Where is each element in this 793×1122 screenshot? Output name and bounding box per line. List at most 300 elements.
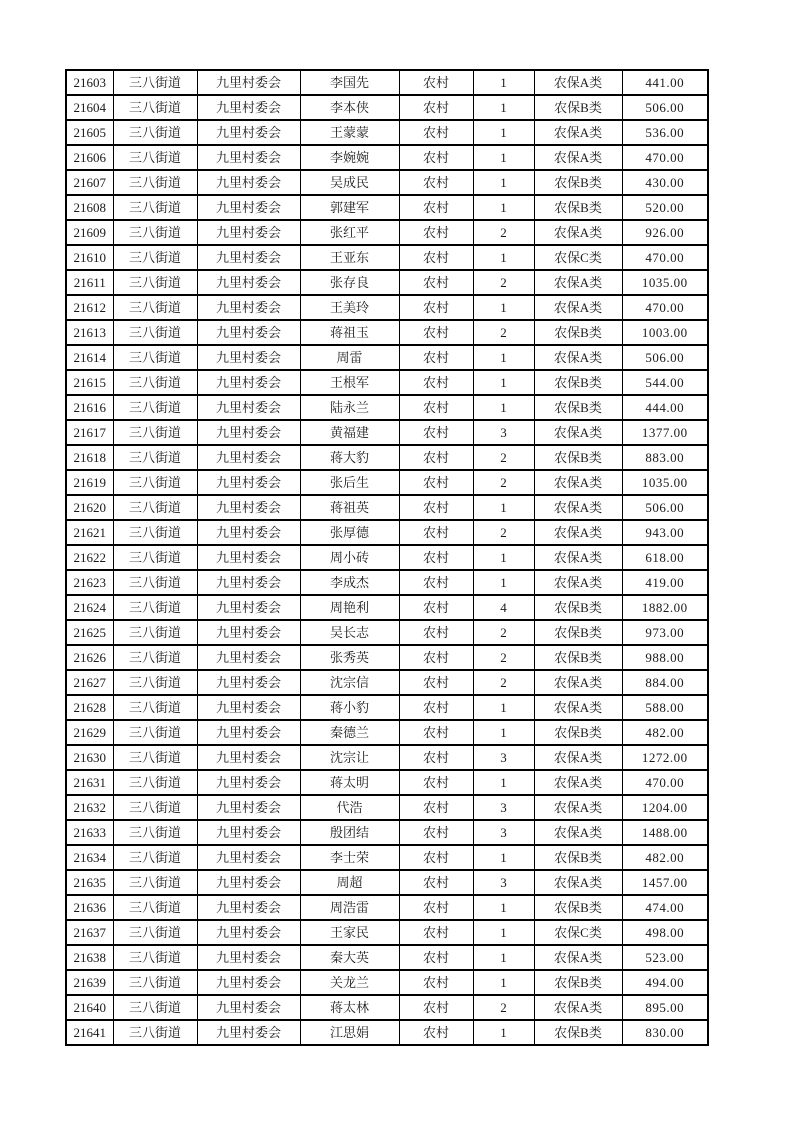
cell-person-count: 1 bbox=[473, 145, 534, 170]
cell-amount: 494.00 bbox=[622, 970, 708, 995]
cell-serial-number: 21624 bbox=[66, 595, 113, 620]
cell-insurance-category: 农保C类 bbox=[534, 920, 622, 945]
cell-amount: 482.00 bbox=[622, 845, 708, 870]
cell-person-name: 关龙兰 bbox=[300, 970, 399, 995]
cell-village-committee: 九里村委会 bbox=[197, 920, 300, 945]
cell-person-count: 2 bbox=[473, 445, 534, 470]
cell-amount: 441.00 bbox=[622, 70, 708, 95]
cell-serial-number: 21639 bbox=[66, 970, 113, 995]
cell-village-committee: 九里村委会 bbox=[197, 220, 300, 245]
cell-village-committee: 九里村委会 bbox=[197, 570, 300, 595]
cell-person-name: 蒋小豹 bbox=[300, 695, 399, 720]
cell-serial-number: 21616 bbox=[66, 395, 113, 420]
cell-person-count: 1 bbox=[473, 495, 534, 520]
cell-amount: 943.00 bbox=[622, 520, 708, 545]
cell-serial-number: 21629 bbox=[66, 720, 113, 745]
cell-person-count: 1 bbox=[473, 170, 534, 195]
table-row bbox=[66, 445, 708, 470]
cell-serial-number: 21615 bbox=[66, 370, 113, 395]
cell-insurance-category: 农保B类 bbox=[534, 445, 622, 470]
cell-person-count: 2 bbox=[473, 995, 534, 1020]
cell-residence-type: 农村 bbox=[399, 345, 473, 370]
cell-insurance-category: 农保B类 bbox=[534, 970, 622, 995]
cell-insurance-category: 农保B类 bbox=[534, 895, 622, 920]
cell-street: 三八街道 bbox=[113, 670, 197, 695]
cell-village-committee: 九里村委会 bbox=[197, 970, 300, 995]
cell-residence-type: 农村 bbox=[399, 995, 473, 1020]
cell-residence-type: 农村 bbox=[399, 120, 473, 145]
cell-village-committee: 九里村委会 bbox=[197, 695, 300, 720]
cell-person-count: 1 bbox=[473, 945, 534, 970]
cell-residence-type: 农村 bbox=[399, 445, 473, 470]
cell-street: 三八街道 bbox=[113, 970, 197, 995]
cell-village-committee: 九里村委会 bbox=[197, 245, 300, 270]
cell-insurance-category: 农保A类 bbox=[534, 545, 622, 570]
cell-insurance-category: 农保A类 bbox=[534, 420, 622, 445]
cell-serial-number: 21612 bbox=[66, 295, 113, 320]
cell-street: 三八街道 bbox=[113, 645, 197, 670]
table-row bbox=[66, 345, 708, 370]
cell-village-committee: 九里村委会 bbox=[197, 670, 300, 695]
cell-person-name: 张存良 bbox=[300, 270, 399, 295]
table-row bbox=[66, 420, 708, 445]
cell-person-name: 蒋祖英 bbox=[300, 495, 399, 520]
cell-person-name: 周浩雷 bbox=[300, 895, 399, 920]
cell-person-name: 江思娟 bbox=[300, 1020, 399, 1045]
cell-village-committee: 九里村委会 bbox=[197, 145, 300, 170]
cell-residence-type: 农村 bbox=[399, 145, 473, 170]
table-row bbox=[66, 995, 708, 1020]
cell-person-count: 1 bbox=[473, 770, 534, 795]
cell-person-name: 吴长志 bbox=[300, 620, 399, 645]
table-row bbox=[66, 795, 708, 820]
cell-insurance-category: 农保A类 bbox=[534, 745, 622, 770]
table-row bbox=[66, 295, 708, 320]
cell-village-committee: 九里村委会 bbox=[197, 620, 300, 645]
table-row bbox=[66, 820, 708, 845]
cell-amount: 419.00 bbox=[622, 570, 708, 595]
cell-street: 三八街道 bbox=[113, 595, 197, 620]
cell-amount: 1003.00 bbox=[622, 320, 708, 345]
cell-serial-number: 21632 bbox=[66, 795, 113, 820]
cell-insurance-category: 农保A类 bbox=[534, 770, 622, 795]
cell-amount: 1204.00 bbox=[622, 795, 708, 820]
cell-person-name: 李成杰 bbox=[300, 570, 399, 595]
cell-person-count: 1 bbox=[473, 195, 534, 220]
table-row bbox=[66, 1020, 708, 1045]
cell-person-name: 黄福建 bbox=[300, 420, 399, 445]
cell-insurance-category: 农保A类 bbox=[534, 120, 622, 145]
cell-person-name: 蒋祖玉 bbox=[300, 320, 399, 345]
cell-street: 三八街道 bbox=[113, 620, 197, 645]
cell-person-count: 1 bbox=[473, 570, 534, 595]
cell-serial-number: 21611 bbox=[66, 270, 113, 295]
table-row bbox=[66, 145, 708, 170]
cell-insurance-category: 农保B类 bbox=[534, 370, 622, 395]
cell-insurance-category: 农保A类 bbox=[534, 570, 622, 595]
cell-serial-number: 21630 bbox=[66, 745, 113, 770]
cell-serial-number: 21621 bbox=[66, 520, 113, 545]
cell-person-name: 李婉婉 bbox=[300, 145, 399, 170]
table-row bbox=[66, 570, 708, 595]
cell-insurance-category: 农保A类 bbox=[534, 870, 622, 895]
table-row bbox=[66, 470, 708, 495]
cell-village-committee: 九里村委会 bbox=[197, 70, 300, 95]
cell-residence-type: 农村 bbox=[399, 170, 473, 195]
cell-serial-number: 21637 bbox=[66, 920, 113, 945]
cell-person-count: 2 bbox=[473, 270, 534, 295]
cell-amount: 895.00 bbox=[622, 995, 708, 1020]
cell-village-committee: 九里村委会 bbox=[197, 345, 300, 370]
cell-residence-type: 农村 bbox=[399, 195, 473, 220]
table-row bbox=[66, 745, 708, 770]
cell-village-committee: 九里村委会 bbox=[197, 945, 300, 970]
table-row bbox=[66, 320, 708, 345]
cell-amount: 506.00 bbox=[622, 495, 708, 520]
table-row bbox=[66, 770, 708, 795]
table-row bbox=[66, 620, 708, 645]
cell-street: 三八街道 bbox=[113, 270, 197, 295]
cell-person-count: 2 bbox=[473, 645, 534, 670]
cell-street: 三八街道 bbox=[113, 545, 197, 570]
cell-village-committee: 九里村委会 bbox=[197, 120, 300, 145]
table-row bbox=[66, 920, 708, 945]
cell-person-name: 李士荣 bbox=[300, 845, 399, 870]
cell-village-committee: 九里村委会 bbox=[197, 370, 300, 395]
cell-village-committee: 九里村委会 bbox=[197, 870, 300, 895]
cell-person-name: 张后生 bbox=[300, 470, 399, 495]
cell-person-name: 李本侠 bbox=[300, 95, 399, 120]
cell-insurance-category: 农保B类 bbox=[534, 95, 622, 120]
cell-residence-type: 农村 bbox=[399, 970, 473, 995]
cell-person-name: 秦大英 bbox=[300, 945, 399, 970]
cell-person-name: 代浩 bbox=[300, 795, 399, 820]
cell-insurance-category: 农保A类 bbox=[534, 145, 622, 170]
cell-amount: 988.00 bbox=[622, 645, 708, 670]
cell-serial-number: 21626 bbox=[66, 645, 113, 670]
cell-village-committee: 九里村委会 bbox=[197, 395, 300, 420]
table-row bbox=[66, 520, 708, 545]
cell-person-count: 1 bbox=[473, 970, 534, 995]
cell-village-committee: 九里村委会 bbox=[197, 595, 300, 620]
cell-insurance-category: 农保B类 bbox=[534, 720, 622, 745]
cell-village-committee: 九里村委会 bbox=[197, 820, 300, 845]
cell-amount: 926.00 bbox=[622, 220, 708, 245]
cell-village-committee: 九里村委会 bbox=[197, 470, 300, 495]
cell-person-name: 李国先 bbox=[300, 70, 399, 95]
cell-person-name: 沈宗信 bbox=[300, 670, 399, 695]
table-row bbox=[66, 120, 708, 145]
cell-serial-number: 21610 bbox=[66, 245, 113, 270]
cell-residence-type: 农村 bbox=[399, 545, 473, 570]
table-row bbox=[66, 645, 708, 670]
cell-person-count: 3 bbox=[473, 420, 534, 445]
cell-residence-type: 农村 bbox=[399, 520, 473, 545]
cell-village-committee: 九里村委会 bbox=[197, 1020, 300, 1045]
cell-amount: 1457.00 bbox=[622, 870, 708, 895]
cell-person-name: 王根军 bbox=[300, 370, 399, 395]
cell-insurance-category: 农保B类 bbox=[534, 620, 622, 645]
cell-person-name: 秦德兰 bbox=[300, 720, 399, 745]
cell-amount: 884.00 bbox=[622, 670, 708, 695]
cell-street: 三八街道 bbox=[113, 445, 197, 470]
cell-person-name: 周超 bbox=[300, 870, 399, 895]
table-row bbox=[66, 970, 708, 995]
cell-person-name: 王美玲 bbox=[300, 295, 399, 320]
cell-person-name: 殷团结 bbox=[300, 820, 399, 845]
cell-person-count: 1 bbox=[473, 370, 534, 395]
cell-residence-type: 农村 bbox=[399, 70, 473, 95]
cell-insurance-category: 农保A类 bbox=[534, 220, 622, 245]
cell-residence-type: 农村 bbox=[399, 395, 473, 420]
cell-insurance-category: 农保A类 bbox=[534, 945, 622, 970]
cell-residence-type: 农村 bbox=[399, 270, 473, 295]
table-row bbox=[66, 195, 708, 220]
cell-village-committee: 九里村委会 bbox=[197, 545, 300, 570]
table-row bbox=[66, 695, 708, 720]
cell-amount: 1488.00 bbox=[622, 820, 708, 845]
cell-village-committee: 九里村委会 bbox=[197, 645, 300, 670]
cell-amount: 830.00 bbox=[622, 1020, 708, 1045]
cell-residence-type: 农村 bbox=[399, 770, 473, 795]
cell-serial-number: 21620 bbox=[66, 495, 113, 520]
cell-amount: 470.00 bbox=[622, 295, 708, 320]
cell-person-count: 3 bbox=[473, 870, 534, 895]
cell-residence-type: 农村 bbox=[399, 220, 473, 245]
cell-person-name: 蒋大豹 bbox=[300, 445, 399, 470]
cell-person-count: 1 bbox=[473, 120, 534, 145]
cell-street: 三八街道 bbox=[113, 345, 197, 370]
cell-street: 三八街道 bbox=[113, 720, 197, 745]
cell-person-name: 王蒙蒙 bbox=[300, 120, 399, 145]
table-body bbox=[66, 70, 708, 1045]
cell-residence-type: 农村 bbox=[399, 595, 473, 620]
cell-residence-type: 农村 bbox=[399, 795, 473, 820]
cell-person-name: 张秀英 bbox=[300, 645, 399, 670]
cell-street: 三八街道 bbox=[113, 1020, 197, 1045]
table-row bbox=[66, 395, 708, 420]
cell-person-name: 吴成民 bbox=[300, 170, 399, 195]
cell-insurance-category: 农保A类 bbox=[534, 520, 622, 545]
cell-amount: 618.00 bbox=[622, 545, 708, 570]
cell-street: 三八街道 bbox=[113, 995, 197, 1020]
cell-village-committee: 九里村委会 bbox=[197, 495, 300, 520]
cell-insurance-category: 农保A类 bbox=[534, 995, 622, 1020]
cell-residence-type: 农村 bbox=[399, 320, 473, 345]
cell-serial-number: 21628 bbox=[66, 695, 113, 720]
cell-person-count: 4 bbox=[473, 595, 534, 620]
cell-person-count: 2 bbox=[473, 470, 534, 495]
cell-person-count: 2 bbox=[473, 220, 534, 245]
cell-street: 三八街道 bbox=[113, 495, 197, 520]
cell-residence-type: 农村 bbox=[399, 570, 473, 595]
cell-serial-number: 21635 bbox=[66, 870, 113, 895]
cell-person-count: 2 bbox=[473, 520, 534, 545]
cell-person-name: 蒋太明 bbox=[300, 770, 399, 795]
cell-residence-type: 农村 bbox=[399, 695, 473, 720]
cell-residence-type: 农村 bbox=[399, 645, 473, 670]
cell-person-count: 1 bbox=[473, 895, 534, 920]
cell-residence-type: 农村 bbox=[399, 945, 473, 970]
cell-person-count: 1 bbox=[473, 720, 534, 745]
cell-residence-type: 农村 bbox=[399, 820, 473, 845]
cell-serial-number: 21631 bbox=[66, 770, 113, 795]
cell-amount: 482.00 bbox=[622, 720, 708, 745]
cell-person-count: 1 bbox=[473, 70, 534, 95]
cell-street: 三八街道 bbox=[113, 370, 197, 395]
cell-residence-type: 农村 bbox=[399, 895, 473, 920]
cell-amount: 1272.00 bbox=[622, 745, 708, 770]
cell-serial-number: 21618 bbox=[66, 445, 113, 470]
table-row bbox=[66, 170, 708, 195]
cell-insurance-category: 农保B类 bbox=[534, 395, 622, 420]
cell-person-name: 蒋太林 bbox=[300, 995, 399, 1020]
cell-serial-number: 21625 bbox=[66, 620, 113, 645]
table-row bbox=[66, 220, 708, 245]
cell-person-name: 张厚德 bbox=[300, 520, 399, 545]
cell-village-committee: 九里村委会 bbox=[197, 795, 300, 820]
cell-serial-number: 21605 bbox=[66, 120, 113, 145]
cell-street: 三八街道 bbox=[113, 295, 197, 320]
cell-amount: 474.00 bbox=[622, 895, 708, 920]
table-row bbox=[66, 70, 708, 95]
table-row bbox=[66, 370, 708, 395]
cell-amount: 498.00 bbox=[622, 920, 708, 945]
cell-serial-number: 21603 bbox=[66, 70, 113, 95]
cell-insurance-category: 农保B类 bbox=[534, 645, 622, 670]
cell-serial-number: 21623 bbox=[66, 570, 113, 595]
cell-serial-number: 21613 bbox=[66, 320, 113, 345]
cell-serial-number: 21636 bbox=[66, 895, 113, 920]
cell-amount: 520.00 bbox=[622, 195, 708, 220]
cell-amount: 536.00 bbox=[622, 120, 708, 145]
cell-village-committee: 九里村委会 bbox=[197, 320, 300, 345]
cell-street: 三八街道 bbox=[113, 570, 197, 595]
cell-residence-type: 农村 bbox=[399, 720, 473, 745]
cell-residence-type: 农村 bbox=[399, 670, 473, 695]
cell-person-count: 1 bbox=[473, 95, 534, 120]
cell-street: 三八街道 bbox=[113, 245, 197, 270]
cell-street: 三八街道 bbox=[113, 95, 197, 120]
cell-village-committee: 九里村委会 bbox=[197, 895, 300, 920]
table-row bbox=[66, 895, 708, 920]
cell-village-committee: 九里村委会 bbox=[197, 420, 300, 445]
cell-amount: 1377.00 bbox=[622, 420, 708, 445]
cell-street: 三八街道 bbox=[113, 945, 197, 970]
cell-serial-number: 21641 bbox=[66, 1020, 113, 1045]
cell-residence-type: 农村 bbox=[399, 370, 473, 395]
cell-village-committee: 九里村委会 bbox=[197, 95, 300, 120]
cell-insurance-category: 农保A类 bbox=[534, 495, 622, 520]
cell-insurance-category: 农保B类 bbox=[534, 320, 622, 345]
cell-person-name: 王家民 bbox=[300, 920, 399, 945]
cell-village-committee: 九里村委会 bbox=[197, 745, 300, 770]
table-row bbox=[66, 95, 708, 120]
cell-person-count: 1 bbox=[473, 295, 534, 320]
cell-street: 三八街道 bbox=[113, 845, 197, 870]
cell-amount: 430.00 bbox=[622, 170, 708, 195]
cell-street: 三八街道 bbox=[113, 470, 197, 495]
cell-person-count: 2 bbox=[473, 320, 534, 345]
cell-amount: 470.00 bbox=[622, 770, 708, 795]
cell-street: 三八街道 bbox=[113, 695, 197, 720]
cell-amount: 544.00 bbox=[622, 370, 708, 395]
cell-person-count: 1 bbox=[473, 845, 534, 870]
table-row bbox=[66, 845, 708, 870]
cell-residence-type: 农村 bbox=[399, 745, 473, 770]
cell-insurance-category: 农保A类 bbox=[534, 795, 622, 820]
cell-village-committee: 九里村委会 bbox=[197, 770, 300, 795]
cell-street: 三八街道 bbox=[113, 920, 197, 945]
cell-village-committee: 九里村委会 bbox=[197, 845, 300, 870]
cell-insurance-category: 农保C类 bbox=[534, 245, 622, 270]
cell-person-count: 1 bbox=[473, 545, 534, 570]
cell-serial-number: 21604 bbox=[66, 95, 113, 120]
cell-amount: 470.00 bbox=[622, 245, 708, 270]
cell-amount: 1035.00 bbox=[622, 270, 708, 295]
cell-insurance-category: 农保A类 bbox=[534, 345, 622, 370]
cell-insurance-category: 农保B类 bbox=[534, 845, 622, 870]
cell-amount: 506.00 bbox=[622, 345, 708, 370]
cell-person-count: 2 bbox=[473, 620, 534, 645]
cell-person-count: 1 bbox=[473, 395, 534, 420]
cell-insurance-category: 农保B类 bbox=[534, 595, 622, 620]
cell-serial-number: 21638 bbox=[66, 945, 113, 970]
cell-person-name: 陆永兰 bbox=[300, 395, 399, 420]
cell-street: 三八街道 bbox=[113, 820, 197, 845]
cell-street: 三八街道 bbox=[113, 120, 197, 145]
cell-insurance-category: 农保B类 bbox=[534, 170, 622, 195]
benefits-table bbox=[65, 69, 709, 1046]
table-row bbox=[66, 945, 708, 970]
cell-village-committee: 九里村委会 bbox=[197, 720, 300, 745]
cell-amount: 1035.00 bbox=[622, 470, 708, 495]
cell-person-count: 3 bbox=[473, 795, 534, 820]
cell-street: 三八街道 bbox=[113, 770, 197, 795]
cell-person-name: 周艳利 bbox=[300, 595, 399, 620]
cell-serial-number: 21608 bbox=[66, 195, 113, 220]
table-row bbox=[66, 595, 708, 620]
cell-person-name: 周雷 bbox=[300, 345, 399, 370]
cell-insurance-category: 农保A类 bbox=[534, 820, 622, 845]
cell-person-count: 3 bbox=[473, 745, 534, 770]
cell-village-committee: 九里村委会 bbox=[197, 170, 300, 195]
cell-serial-number: 21607 bbox=[66, 170, 113, 195]
cell-street: 三八街道 bbox=[113, 395, 197, 420]
cell-village-committee: 九里村委会 bbox=[197, 295, 300, 320]
cell-street: 三八街道 bbox=[113, 870, 197, 895]
cell-serial-number: 21640 bbox=[66, 995, 113, 1020]
cell-street: 三八街道 bbox=[113, 195, 197, 220]
cell-residence-type: 农村 bbox=[399, 920, 473, 945]
cell-street: 三八街道 bbox=[113, 220, 197, 245]
cell-serial-number: 21633 bbox=[66, 820, 113, 845]
cell-village-committee: 九里村委会 bbox=[197, 520, 300, 545]
cell-residence-type: 农村 bbox=[399, 1020, 473, 1045]
cell-residence-type: 农村 bbox=[399, 420, 473, 445]
cell-person-count: 3 bbox=[473, 820, 534, 845]
cell-street: 三八街道 bbox=[113, 145, 197, 170]
cell-amount: 883.00 bbox=[622, 445, 708, 470]
cell-serial-number: 21606 bbox=[66, 145, 113, 170]
cell-amount: 523.00 bbox=[622, 945, 708, 970]
cell-insurance-category: 农保A类 bbox=[534, 670, 622, 695]
cell-residence-type: 农村 bbox=[399, 620, 473, 645]
table-row bbox=[66, 670, 708, 695]
cell-amount: 506.00 bbox=[622, 95, 708, 120]
cell-street: 三八街道 bbox=[113, 170, 197, 195]
cell-serial-number: 21617 bbox=[66, 420, 113, 445]
